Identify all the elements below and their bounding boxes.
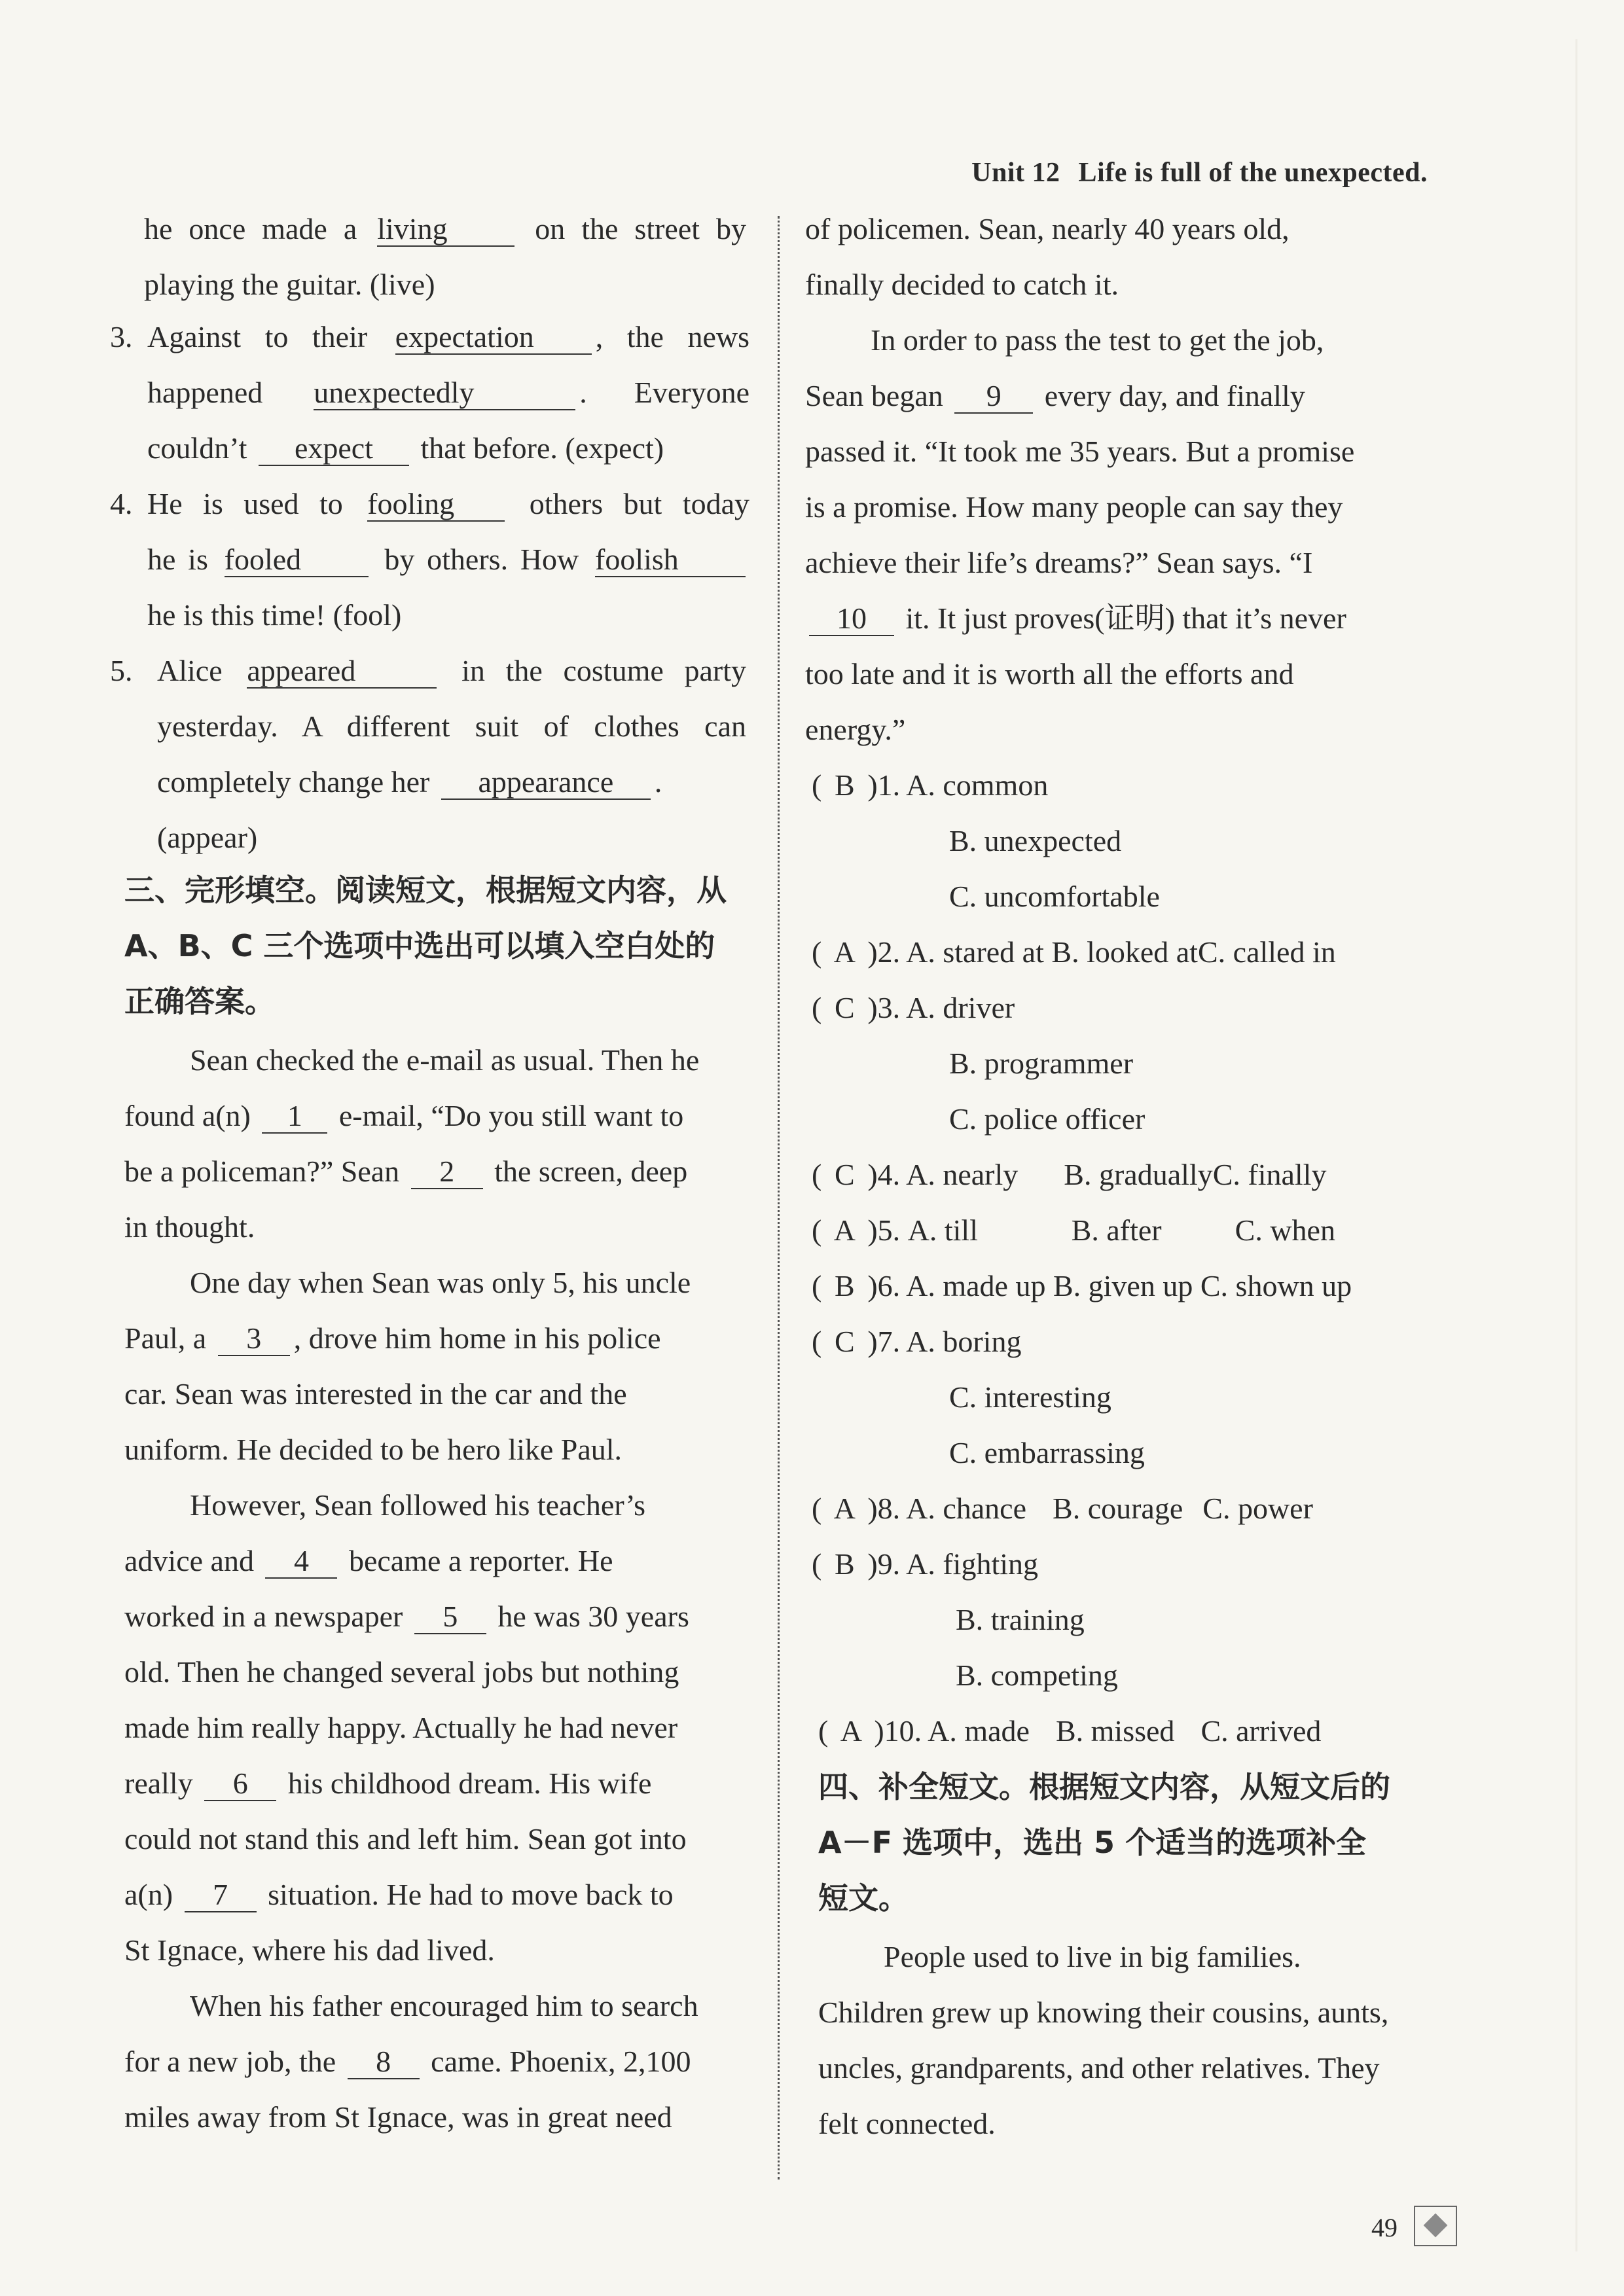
answer-blank: appeared [247, 655, 437, 689]
section-heading: 正确答案。 [124, 984, 275, 1019]
question-number: 3. [110, 320, 133, 353]
text-line: Against to their expectation , the news [147, 320, 749, 353]
text-line: He is used to fooling others but today [147, 487, 749, 520]
answer-option: C. embarrassing [949, 1436, 1145, 1469]
text-line: felt connected. [818, 2107, 996, 2140]
answer-row: ( B )6. A. made up B. given up C. shown up [812, 1269, 1352, 1302]
answer-blank: 9 [954, 380, 1033, 414]
text-line: 10 it. It just proves(证明) that it’s never [805, 599, 1346, 638]
section-heading: A、B、C 三个选项中选出可以填入空白处的 [124, 928, 715, 963]
question-number: 4. [110, 487, 133, 520]
text-line: is a promise. How many people can say they [805, 490, 1343, 524]
text-line: passed it. “It took me 35 years. But a promise [805, 435, 1355, 468]
text-line: energy.” [805, 713, 906, 746]
text-line: achieve their life’s dreams?” Sean says. “I [805, 546, 1313, 579]
answer-blank: fooling [367, 488, 505, 522]
answer-blank: expect [259, 432, 409, 466]
text-line: advice and 4 became a reporter. He [124, 1544, 613, 1577]
text-line: of policemen. Sean, nearly 40 years old, [805, 212, 1290, 245]
answer-option: C. interesting [949, 1380, 1111, 1414]
text-line: completely change her appearance . [157, 765, 662, 798]
answer-row: ( A )5. A. till B. after C. when [812, 1213, 1335, 1247]
answer-option: B. unexpected [949, 824, 1122, 857]
text-line: Children grew up knowing their cousins, aunts, [818, 1996, 1389, 2029]
section-heading: 三、完形填空。阅读短文，根据短文内容，从 [124, 872, 727, 908]
answer-blank: 3 [218, 1322, 290, 1356]
text-line: he is fooled by others. How foolish [147, 540, 749, 579]
page-edge [1576, 39, 1578, 2251]
text-line: worked in a newspaper 5 he was 30 years [124, 1600, 689, 1633]
answer-option: B. competing [956, 1659, 1118, 1692]
answer-option: C. uncomfortable [949, 880, 1160, 913]
question-number: 5. [110, 654, 133, 687]
text-line: in thought. [124, 1210, 255, 1244]
answer-blank: expectation [395, 321, 592, 355]
answer-row: ( C )3. A. driver [812, 991, 1015, 1024]
text-line: made him really happy. Actually he had never [124, 1711, 678, 1744]
text-line: really 6 his childhood dream. His wife [124, 1767, 652, 1800]
page-number: 49 [1371, 2213, 1398, 2242]
text-line: found a(n) 1 e-mail, “Do you still want to [124, 1099, 684, 1132]
answer-row: ( B )1. A. common [812, 768, 1049, 802]
unit-title: Life is full of the unexpected. [1078, 158, 1428, 188]
text-line: uncles, grandparents, and other relatives. They [818, 2051, 1380, 2085]
text-line: However, Sean followed his teacher’s [190, 1488, 646, 1522]
text-line: a(n) 7 situation. He had to move back to [124, 1878, 674, 1911]
text-line: People used to live in big families. [884, 1940, 1301, 1973]
answer-row: ( B )9. A. fighting [812, 1547, 1039, 1581]
answer-row: ( A )2. A. stared at B. looked atC. called in [812, 935, 1336, 969]
text-line: In order to pass the test to get the job, [871, 323, 1324, 357]
answer-blank: 2 [411, 1155, 483, 1189]
text-line: be a policeman?” Sean 2 the screen, deep [124, 1155, 688, 1188]
answer-blank: 5 [414, 1600, 486, 1634]
text-line: Alice appeared in the costume party [157, 654, 746, 687]
text-line: uniform. He decided to be hero like Paul. [124, 1433, 623, 1466]
text-line: he once made a living on the street by [144, 212, 747, 245]
text-line: too late and it is worth all the efforts and [805, 657, 1294, 691]
text-line: could not stand this and left him. Sean got into [124, 1822, 687, 1856]
section-heading: 四、补全短文。根据短文内容，从短文后的 [818, 1769, 1390, 1804]
text-line: Sean began 9 every day, and finally [805, 379, 1305, 412]
text-line: One day when Sean was only 5, his uncle [190, 1266, 691, 1299]
text-line: St Ignace, where his dad lived. [124, 1933, 495, 1967]
answer-blank: 7 [185, 1878, 257, 1912]
answer-option: C. police officer [949, 1102, 1146, 1136]
text-line: happened unexpectedly . Everyone [147, 376, 749, 409]
answer-blank: foolish [595, 543, 746, 577]
text-line: old. Then he changed several jobs but nothing [124, 1655, 679, 1689]
answer-blank: living [377, 213, 514, 247]
answer-blank: appearance [441, 766, 651, 800]
answer-blank: 10 [809, 602, 894, 636]
answer-blank: 8 [348, 2045, 420, 2079]
text-line: Paul, a 3 , drove him home in his police [124, 1321, 661, 1355]
answer-blank: 6 [204, 1767, 276, 1801]
text-line: he is this time! (fool) [147, 598, 402, 632]
text-line: playing the guitar. (live) [144, 268, 435, 301]
answer-option: B. training [956, 1603, 1085, 1636]
answer-blank: fooled [225, 543, 369, 577]
answer-blank: unexpectedly [314, 376, 575, 410]
answer-row: ( C )7. A. boring [812, 1325, 1022, 1358]
section-heading: 短文。 [818, 1880, 909, 1916]
text-line: finally decided to catch it. [805, 268, 1119, 301]
answer-row: ( A )10. A. made B. missed C. arrived [818, 1714, 1322, 1748]
answer-row: ( A )8. A. chance B. courage C. power [812, 1492, 1313, 1525]
text-line: Sean checked the e-mail as usual. Then he [190, 1043, 700, 1077]
text-line: miles away from St Ignace, was in great need [124, 2100, 672, 2134]
answer-option: B. programmer [949, 1047, 1134, 1080]
answer-blank: 1 [262, 1100, 327, 1134]
answer-blank: 4 [265, 1545, 337, 1579]
text-line: for a new job, the 8 came. Phoenix, 2,100 [124, 2045, 691, 2078]
text-line: car. Sean was interested in the car and the [124, 1377, 627, 1410]
page-header [971, 157, 1428, 188]
section-heading: A－F 选项中，选出 5 个适当的选项补全 [818, 1825, 1367, 1860]
unit-label: Unit 12 [971, 158, 1060, 188]
answer-row: ( C )4. A. nearly B. graduallyC. finally [812, 1158, 1327, 1191]
text-line: yesterday. A different suit of clothes can [157, 709, 746, 743]
text-line: When his father encouraged him to search [190, 1989, 698, 2022]
column-divider [778, 216, 780, 2179]
text-line: couldn’t expect that before. (expect) [147, 431, 664, 465]
text-line: (appear) [157, 821, 258, 854]
diamond-icon [1414, 2206, 1457, 2246]
